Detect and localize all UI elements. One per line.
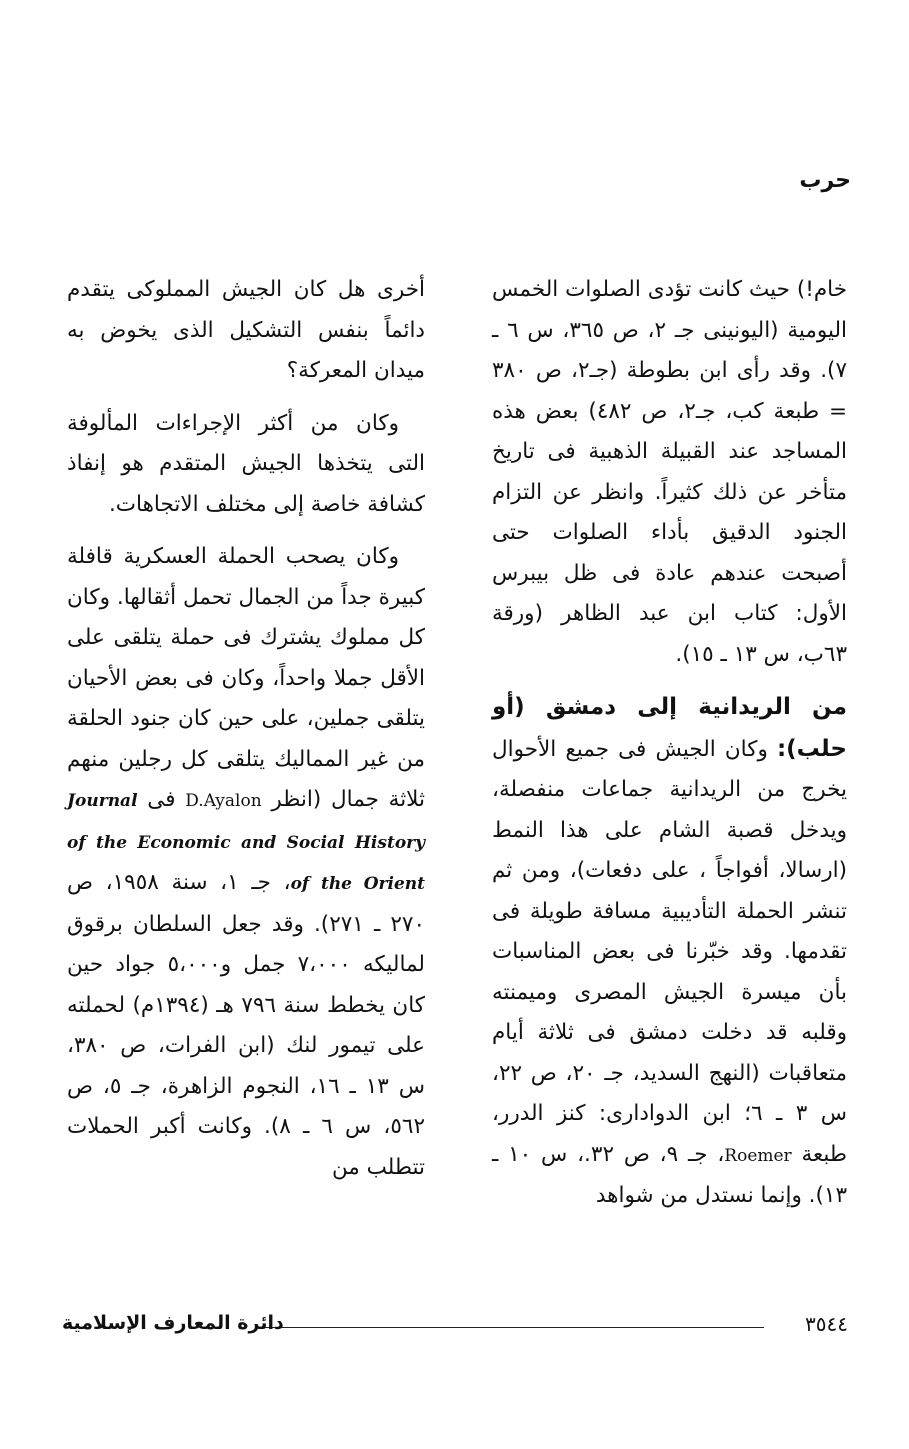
paragraph [492, 687, 847, 1217]
paragraph-text: ، جـ ١، سنة ١٩٥٨، ص ٢٧٠ ـ ٢٧١). وقد جعل السلطان برقوق لماليكه ٧،٠٠٠ جمل و٥،٠٠٠ جواد حين كان يخطط سنة ٧٩٦ هـ (١٣٩٤م) لحملته على تيمور لنك (ابن الفرات، ص ٣٨٠، س ١٣ ـ ١٦، النجوم الزاهرة، جـ ٥، ص ٥٦٢، س ٦ ـ ٨). وكانت أكبر الحملات تتطلب من [67, 870, 426, 1180]
paragraph [67, 270, 425, 392]
page-number: ٣٥٤٤ [805, 1312, 848, 1336]
paragraph [67, 537, 425, 1188]
latin-reference: D.Ayalon [185, 791, 262, 811]
page-footer [62, 1312, 848, 1342]
left-column [67, 270, 425, 1200]
paragraph-text: وكان الجيش فى جميع الأحوال يخرج من الريدانية جماعات منفصلة، ويدخل قصبة الشام على هذا النمط (ارسالا، أفواجاً ، على دفعات)، ومن ثم تنشر الحملة التأديبية مسافة طويلة فى تقدمها. وقد خبّرنا فى بعض المناسبات بأن ميسرة الجيش المصرى وميمنته وقلبه قد دخلت دمشق فى ثلاثة أيام متعاقبات (النهج السديد، جـ ٢٠، ص ٢٢، س ٣ ـ ٦؛ ابن الدوادارى: كنز الدرر، طبعة [492, 736, 848, 1167]
encyclopedia-name: دائرة المعارف الإسلامية [62, 1312, 284, 1334]
paragraph-text: فى [137, 787, 186, 812]
paragraph [492, 270, 847, 675]
paragraph-text: وكان يصحب الحملة العسكرية قافلة كبيرة جداً من الجمال تحمل أثقالها. وكان كل مملوك يشترك فى حملة يتلقى على الأقل جملا واحداً، وكان فى بعض الأحيان يتلقى جملين، على حين كان جنود الحلقة من غير المماليك يتلقى كل رجلين منهم ثلاثة جمال (انظر [67, 544, 425, 812]
footer-rule [258, 1327, 764, 1328]
journal-title: Journal of the Economic and Social History of the Orient [67, 791, 425, 894]
paragraph-text: ، جـ ٩، ص ٣٢.، س ١٠ ـ ١٣). وإنما نستدل من شواهد [492, 1141, 847, 1208]
paragraph-text: وكان من أكثر الإجراءات المألوفة التى يتخذها الجيش المتقدم هو إنفاذ كشافة خاصة إلى مختلف الاتجاهات. [67, 410, 425, 517]
paragraph-text: أخرى هل كان الجيش المملوكى يتقدم دائماً بنفس التشكيل الذى يخوض به ميدان المعركة؟ [67, 277, 425, 383]
paragraph [67, 404, 425, 526]
right-column [492, 270, 847, 1229]
section-heading: من الريدانية إلى دمشق (أو حلب): [492, 694, 847, 762]
running-head: حرب [799, 168, 851, 193]
latin-reference: Roemer [724, 1145, 792, 1166]
paragraph-text: خام!) حيث كانت تؤدى الصلوات الخمس اليومية (اليونينى جـ ٢، ص ٣٦٥، س ٦ ـ ٧). وقد رأى ابن بطوطة (جـ٢، ص ٣٨٠ = طبعة كب، جـ٢، ص ٤٨٢) بعض هذه المساجد عند القبيلة الذهبية فى تاريخ متأخر عن ذلك كثيراً. وانظر عن التزام الجنود الدقيق بأداء الصلوات حتى أصبحت عندهم عادة فى ظل بيبرس الأول: كتاب ابن عبد الظاهر (ورقة ٦٣ب، س ١٣ ـ ١٥). [492, 277, 847, 667]
